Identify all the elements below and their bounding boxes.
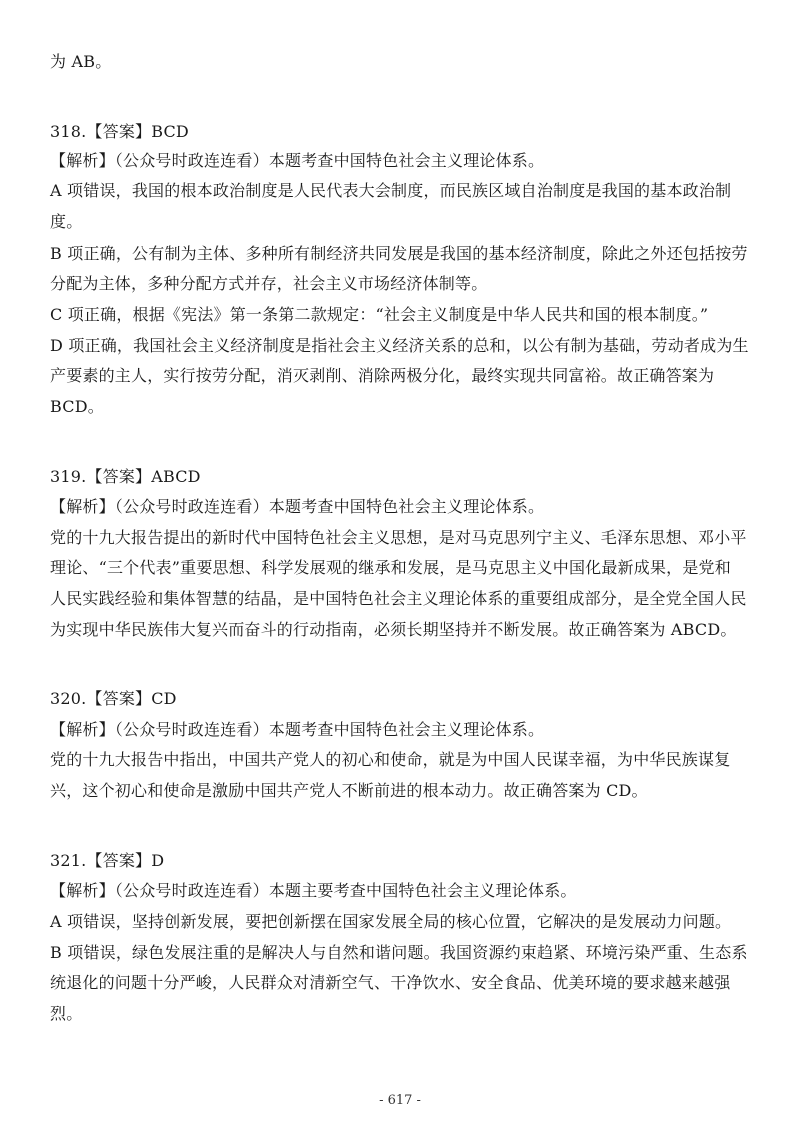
q320-answer: 320.【答案】CD — [50, 689, 177, 708]
q320-line-1: 党的十九大报告中指出，中国共产党人的初心和使命，就是为中国人民谋幸福，为中华民族谋复 — [50, 750, 731, 769]
intro-line-1: 为 AB。 — [50, 52, 112, 71]
q319-line-4: 为实现中华民族伟大复兴而奋斗的行动指南，必须长期坚持并不断发展。故正确答案为 ABCD。 — [50, 620, 737, 639]
page-number: - 617 - — [379, 1093, 421, 1108]
q318-analysis-heading: 【解析】（公众号时政连连看）本题考查中国特色社会主义理论体系。 — [50, 151, 545, 170]
q321-line-a: A 项错误，坚持创新发展，要把创新摆在国家发展全局的核心位置，它解决的是发展动力问题。 — [50, 912, 732, 931]
q318-line-d3: BCD。 — [50, 397, 104, 416]
q320-analysis-heading: 【解析】（公众号时政连连看）本题考查中国特色社会主义理论体系。 — [50, 720, 545, 739]
q318-line-b2: 分配为主体，多种分配方式并存，社会主义市场经济体制等。 — [50, 274, 488, 293]
q318-answer: 318.【答案】BCD — [50, 122, 189, 141]
q318-line-b1: B 项正确，公有制为主体、多种所有制经济共同发展是我国的基本经济制度，除此之外还包括按劳 — [50, 244, 748, 263]
q318-line-a2: 度。 — [50, 212, 83, 231]
q321-line-b1: B 项错误，绿色发展注重的是解决人与自然和谐问题。我国资源约束趋紧、环境污染严重、生态系 — [50, 943, 748, 962]
q318-line-c: C 项正确，根据《宪法》第一条第二款规定：“社会主义制度是中华人民共和国的根本制度。” — [50, 305, 709, 324]
q321-line-b2: 统退化的问题十分严峻，人民群众对清新空气、干净饮水、安全食品、优美环境的要求越来越强 — [50, 973, 731, 992]
q321-answer: 321.【答案】D — [50, 851, 165, 870]
q321-analysis-heading: 【解析】（公众号时政连连看）本题主要考查中国特色社会主义理论体系。 — [50, 881, 577, 900]
q320-line-2: 兴，这个初心和使命是激励中国共产党人不断前进的根本动力。故正确答案为 CD。 — [50, 781, 648, 800]
q318-line-d2: 产要素的主人，实行按劳分配，消灭剥削、消除两极分化，最终实现共同富裕。故正确答案为 — [50, 366, 715, 385]
q319-answer: 319.【答案】ABCD — [50, 467, 201, 486]
q318-line-a1: A 项错误，我国的根本政治制度是人民代表大会制度，而民族区域自治制度是我国的基本政治制 — [50, 181, 732, 200]
document-page — [50, 0, 750, 1132]
q319-line-1: 党的十九大报告提出的新时代中国特色社会主义思想，是对马克思列宁主义、毛泽东思想、邓小平 — [50, 528, 747, 547]
q318-line-d1: D 项正确，我国社会主义经济制度是指社会主义经济关系的总和，以公有制为基础，劳动者成为生 — [50, 336, 749, 355]
q319-analysis-heading: 【解析】（公众号时政连连看）本题考查中国特色社会主义理论体系。 — [50, 497, 545, 516]
q321-line-b3: 烈。 — [50, 1004, 83, 1023]
q319-line-3: 人民实践经验和集体智慧的结晶，是中国特色社会主义理论体系的重要组成部分，是全党全国人民 — [50, 589, 747, 608]
q319-line-2: 理论、“三个代表”重要思想、科学发展观的继承和发展，是马克思主义中国化最新成果，是党和 — [50, 558, 731, 577]
